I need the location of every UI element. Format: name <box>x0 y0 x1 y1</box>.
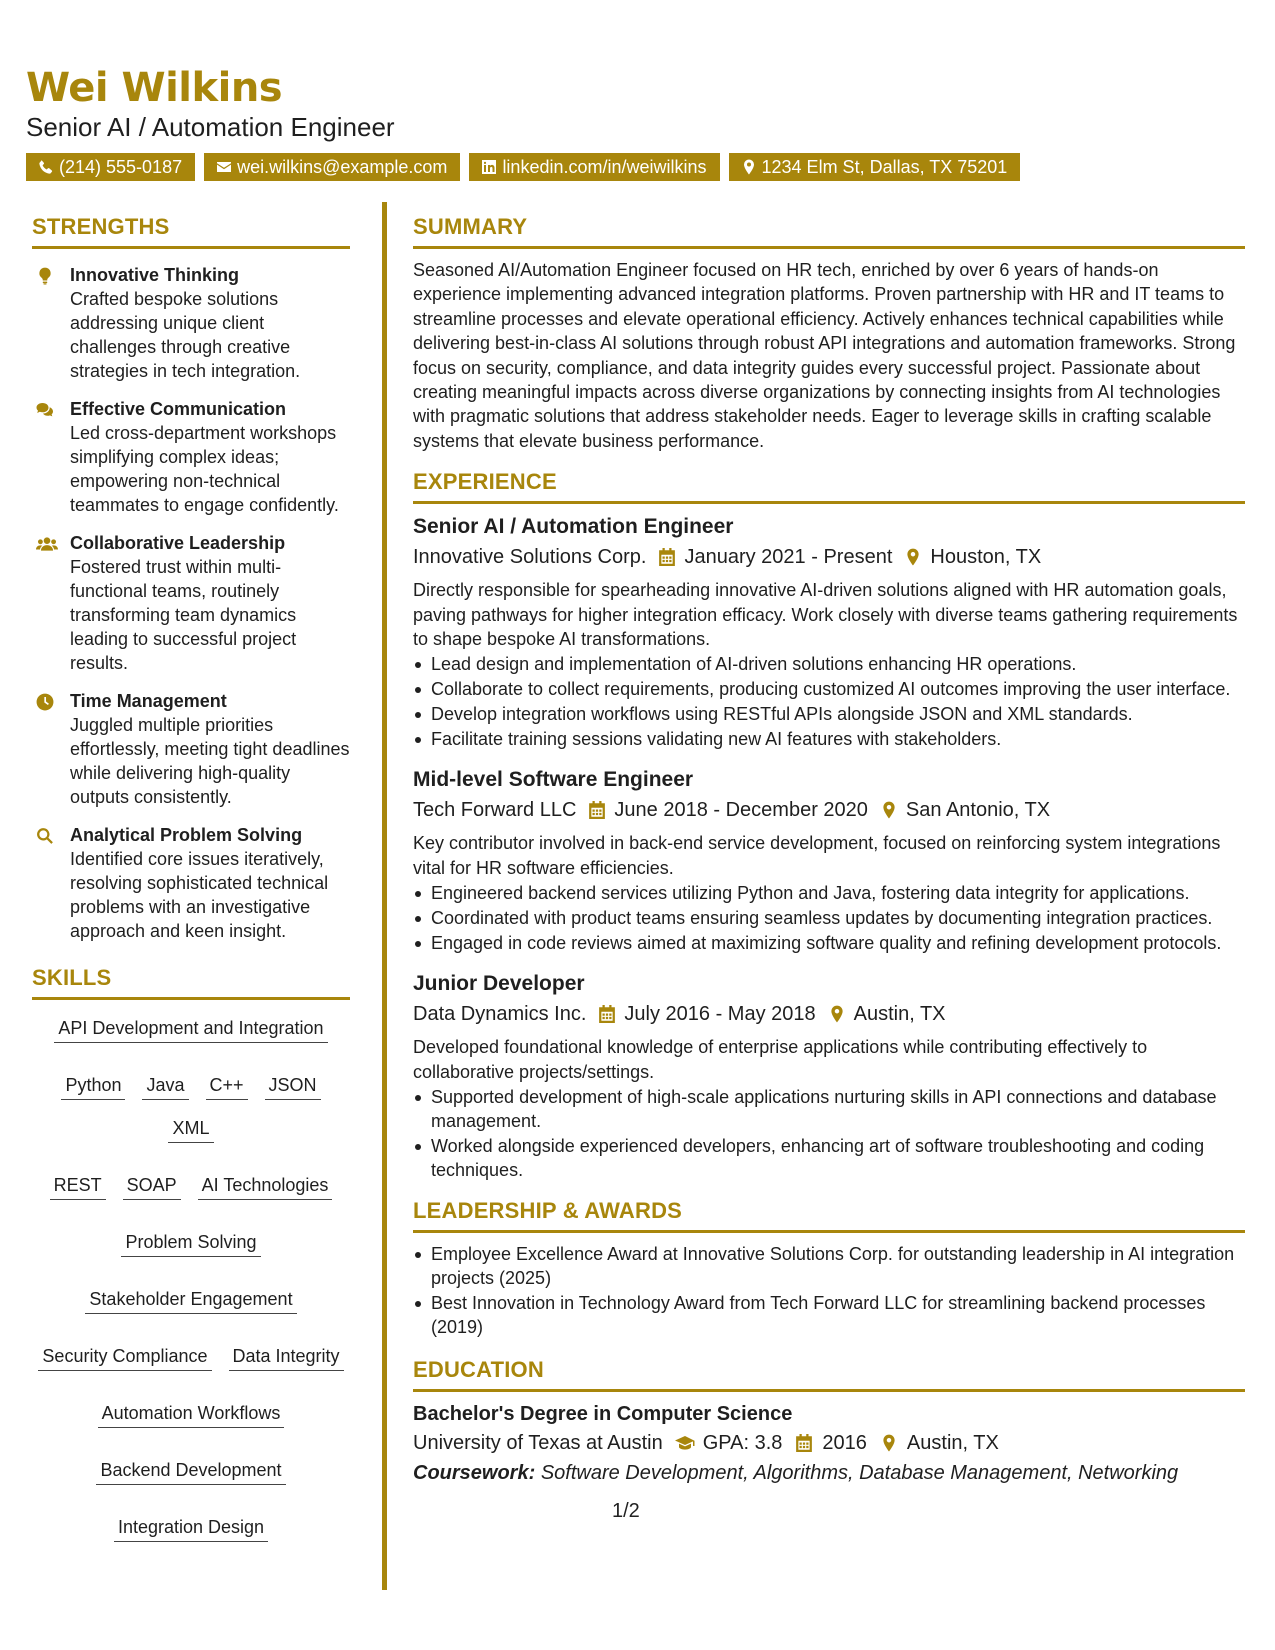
school-name: University of Texas at Austin <box>413 1432 663 1455</box>
job-location: Austin, TX <box>853 1003 946 1026</box>
email-chip[interactable] <box>204 153 460 181</box>
map-pin-icon <box>880 801 898 819</box>
gpa: GPA: 3.8 <box>702 1432 783 1455</box>
education-heading: EDUCATION <box>413 1355 1245 1392</box>
users-icon <box>36 535 58 553</box>
job-bullets <box>413 652 1245 751</box>
skill-tag: API Development and Integration <box>54 1014 327 1043</box>
experience-heading: EXPERIENCE <box>413 467 1245 504</box>
job-entry <box>413 969 1245 1182</box>
job-entry <box>413 765 1245 955</box>
skill-tag: REST <box>50 1171 106 1200</box>
skill-tag: SOAP <box>123 1171 181 1200</box>
job-dates: July 2016 - May 2018 <box>624 1003 816 1026</box>
strength-text: Crafted bespoke solutions addressing unique client challenges through creative strategies in tech integration. <box>70 289 301 381</box>
right-column <box>413 212 1245 1488</box>
job-title: Junior Developer <box>413 972 585 996</box>
calendar-icon <box>588 801 606 819</box>
list-item: Best Innovation in Technology Award from Tech Forward LLC for streamlining backend processes (2019) <box>413 1291 1245 1339</box>
resume-header <box>26 58 1246 181</box>
linkedin-icon <box>481 159 497 175</box>
list-item: Employee Excellence Award at Innovative Solutions Corp. for outstanding leadership in AI integration projects (2025) <box>413 1242 1245 1290</box>
list-item: Engaged in code reviews aimed at maximizing software quality and refining development protocols. <box>413 931 1245 955</box>
strength-text: Juggled multiple priorities effortlessly, meeting tight deadlines while delivering high-quality outputs consistently. <box>70 715 350 807</box>
list-item: Lead design and implementation of AI-driven solutions enhancing HR operations. <box>413 652 1245 676</box>
list-item: Worked alongside experienced developers, enhancing art of software troubleshooting and coding techniques. <box>413 1134 1245 1182</box>
strength-title: Analytical Problem Solving <box>70 825 303 845</box>
strength-text: Fostered trust within multi-functional teams, routinely transforming team dynamics leading to successful project results. <box>70 557 297 673</box>
school-location: Austin, TX <box>906 1432 999 1455</box>
strength-text: Led cross-department workshops simplifying complex ideas; empowering non-technical teammates to engage confidently. <box>70 423 339 515</box>
clock-icon <box>36 693 54 711</box>
list-item: Collaborate to collect requirements, producing customized AI outcomes improving the user interface. <box>413 677 1245 701</box>
skill-tag: Problem Solving <box>121 1228 260 1257</box>
skill-tag: Python <box>61 1071 125 1100</box>
linkedin-text: linkedin.com/in/weiwilkins <box>502 157 707 177</box>
skill-tag: C++ <box>206 1071 248 1100</box>
strengths-heading: STRENGTHS <box>32 212 350 249</box>
job-company: Data Dynamics Inc. <box>413 1003 587 1026</box>
job-location: Houston, TX <box>930 546 1042 569</box>
skill-tag: Security Compliance <box>38 1342 211 1371</box>
graduation-cap-icon <box>675 1434 695 1452</box>
job-meta <box>413 795 1245 825</box>
address-chip <box>729 153 1021 181</box>
map-pin-icon <box>879 1434 899 1452</box>
skills-list <box>32 1014 350 1542</box>
skill-tag: AI Technologies <box>198 1171 333 1200</box>
graduation-year: 2016 <box>822 1432 867 1455</box>
coursework <box>413 1458 1245 1488</box>
skills-heading: SKILLS <box>32 963 350 1000</box>
strength-item <box>32 531 350 675</box>
skill-tag: Data Integrity <box>229 1342 344 1371</box>
left-column <box>32 212 350 1542</box>
skill-tag: Backend Development <box>96 1456 285 1485</box>
strength-title: Collaborative Leadership <box>70 533 286 553</box>
phone-chip[interactable] <box>26 153 195 181</box>
job-description: Key contributor involved in back-end service development, focused on reinforcing system integrations vital for HR software efficiencies. <box>413 833 1221 878</box>
candidate-name: Wei Wilkins <box>26 65 283 111</box>
job-meta <box>413 999 1245 1029</box>
map-pin-icon <box>828 1005 846 1023</box>
job-company: Tech Forward LLC <box>413 799 577 822</box>
envelope-icon <box>216 159 232 175</box>
candidate-headline: Senior AI / Automation Engineer <box>26 112 395 142</box>
skill-tag: JSON <box>265 1071 321 1100</box>
strength-text: Identified core issues iteratively, resolving sophisticated technical problems with an investigative approach and keen insight. <box>70 849 329 941</box>
job-bullets <box>413 881 1245 955</box>
job-bullets <box>413 1085 1245 1182</box>
job-location: San Antonio, TX <box>905 799 1051 822</box>
comments-icon <box>36 401 54 419</box>
awards-list <box>413 1242 1245 1339</box>
phone-icon <box>38 159 54 175</box>
job-meta <box>413 542 1245 572</box>
leadership-heading: LEADERSHIP & AWARDS <box>413 1196 1245 1233</box>
strength-item <box>32 263 350 383</box>
email-text: wei.wilkins@example.com <box>237 157 448 177</box>
job-description: Directly responsible for spearheading innovative AI-driven solutions aligned with HR automation goals, paving pathways for higher integration efficacy. Work closely with diverse teams gathering requirements to shape bespoke AI transformations. <box>413 580 1238 650</box>
skill-tag: Integration Design <box>114 1513 268 1542</box>
coursework-list: Software Development, Algorithms, Database Management, Networking <box>540 1462 1179 1485</box>
job-entry <box>413 512 1245 751</box>
phone-text: (214) 555-0187 <box>59 157 183 177</box>
list-item: Facilitate training sessions validating new AI features with stakeholders. <box>413 727 1245 751</box>
job-description: Developed foundational knowledge of enterprise applications while contributing effectively to collaborative projects/settings. <box>413 1037 1148 1082</box>
linkedin-chip[interactable] <box>469 153 719 181</box>
strength-item <box>32 397 350 517</box>
contact-bar <box>26 153 1246 181</box>
map-pin-icon <box>741 159 757 175</box>
skill-tag: Stakeholder Engagement <box>85 1285 296 1314</box>
skill-tag: Automation Workflows <box>98 1399 285 1428</box>
list-item: Engineered backend services utilizing Python and Java, fostering data integrity for applications. <box>413 881 1245 905</box>
job-dates: June 2018 - December 2020 <box>614 799 868 822</box>
list-item: Supported development of high-scale applications nurturing skills in API connections and database management. <box>413 1085 1245 1133</box>
job-title: Senior AI / Automation Engineer <box>413 515 734 539</box>
calendar-icon <box>658 548 676 566</box>
strength-title: Time Management <box>70 691 227 711</box>
coursework-label: Coursework: <box>413 1462 536 1485</box>
strength-title: Innovative Thinking <box>70 265 240 285</box>
calendar-icon <box>794 1434 814 1452</box>
summary-heading: SUMMARY <box>413 212 1245 249</box>
calendar-icon <box>598 1005 616 1023</box>
list-item: Coordinated with product teams ensuring seamless updates by documenting integration practices. <box>413 906 1245 930</box>
job-title: Mid-level Software Engineer <box>413 768 694 792</box>
page-number: 1/2 <box>612 1500 640 1522</box>
list-item: Develop integration workflows using RESTful APIs alongside JSON and XML standards. <box>413 702 1245 726</box>
lightbulb-icon <box>36 267 54 285</box>
skill-tag: Java <box>142 1071 188 1100</box>
skill-tag: XML <box>168 1114 213 1143</box>
job-company: Innovative Solutions Corp. <box>413 546 647 569</box>
address-text: 1234 Elm St, Dallas, TX 75201 <box>761 157 1008 177</box>
strength-item <box>32 689 350 809</box>
search-icon <box>36 827 54 845</box>
strength-item <box>32 823 350 943</box>
summary-text: Seasoned AI/Automation Engineer focused on HR tech, enriched by over 6 years of hands-on experience implementing advanced integration platforms. Proven partnership with HR and IT teams to streamline processes and elevate operational efficiency. Actively enhances technical capabilities while delivering best-in-class AI solutions through robust API integrations and automation frameworks. Strong focus on security, compliance, and data integrity guides every successful project. Passionate about creating meaningful impacts across diverse organizations by connecting insights from AI technologies with pragmatic solutions that address stakeholder needs. Eager to leverage skills in crafting scalable systems that elevate business performance. <box>413 260 1236 451</box>
job-dates: January 2021 - Present <box>684 546 893 569</box>
education-meta <box>413 1428 1245 1458</box>
degree-title: Bachelor's Degree in Computer Science <box>413 1403 793 1426</box>
map-pin-icon <box>904 548 922 566</box>
column-divider <box>382 202 387 1590</box>
strength-title: Effective Communication <box>70 399 287 419</box>
